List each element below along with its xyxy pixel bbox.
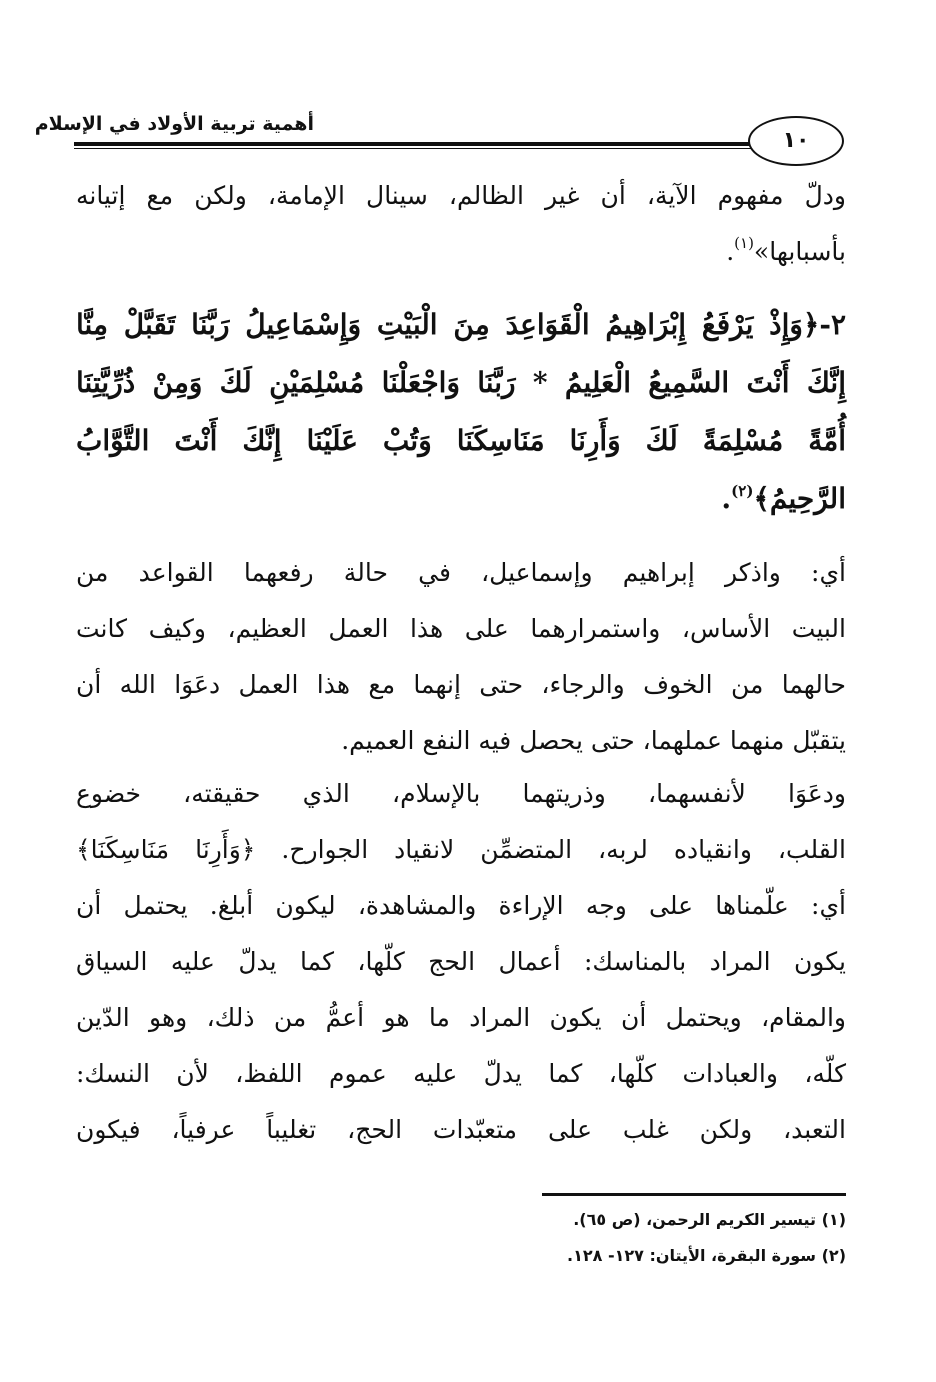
paragraph-1-line-1: أي: واذكر إبراهيم وإسماعيل، في حالة رفعهما القواعد من <box>76 558 846 587</box>
quran-line-1: ٢-﴿وَإِذْ يَرْفَعُ إِبْرَاهِيمُ الْقَوَاعِدَ مِنَ الْبَيْتِ وَإِسْمَاعِيلُ رَبَّنَا تَقَبَّلْ مِنَّا <box>76 308 846 341</box>
header-rule-thin <box>74 148 782 149</box>
footnote-separator <box>542 1193 846 1196</box>
quran-line-4-end: . <box>721 482 732 515</box>
footnote-ref-2: (٢) <box>731 482 754 500</box>
quran-line-4 <box>76 470 846 528</box>
intro-line-2 <box>76 224 846 280</box>
quran-line-2: إِنَّكَ أَنْتَ السَّمِيعُ الْعَلِيمُ * رَبَّنَا وَاجْعَلْنَا مُسْلِمَيْنِ لَكَ وَمِنْ ذُرِّيَّتِنَا <box>76 366 846 399</box>
intro-line-1: ودلّ مفهوم الآية، أن غير الظالم، سينال الإمامة، ولكن مع إتيانه <box>76 181 846 210</box>
paragraph-2-line-2: القلب، وانقياده لربه، المتضمِّن لانقياد الجوارح. ﴿وَأَرِنَا مَنَاسِكَنَا﴾ <box>76 835 846 864</box>
paragraph-1-line-2: البيت الأساس، واستمرارهما على هذا العمل العظيم، وكيف كانت <box>76 614 846 643</box>
quran-line-3: أُمَّةً مُسْلِمَةً لَكَ وَأَرِنَا مَنَاسِكَنَا وَتُبْ عَلَيْنَا إِنَّكَ أَنْتَ التَّوَّابُ <box>76 424 846 457</box>
paragraph-2-line-4: يكون المراد بالمناسك: أعمال الحج كلّها، كما يدلّ عليه السياق <box>76 947 846 976</box>
page-number-oval <box>748 116 844 166</box>
quran-line-4-text: الرَّحِيمُ﴾ <box>753 482 846 515</box>
running-title: أهمية تربية الأولاد في الإسلام <box>34 113 314 135</box>
paragraph-2-line-3: أي: علّمناها على وجه الإراءة والمشاهدة، ليكون أبلغ. يحتمل أن <box>76 891 846 920</box>
page-number: ١٠ <box>782 128 810 153</box>
paragraph-2-line-1: ودعَوَا لأنفسهما، وذريتهما بالإسلام، الذي حقيقته، خضوع <box>76 779 846 808</box>
paragraph-1-line-3: حالهما من الخوف والرجاء، حتى إنهما مع هذا العمل دعَوَا الله أن <box>76 670 846 699</box>
paragraph-2 <box>76 766 846 1158</box>
paragraph-1 <box>76 545 846 769</box>
footnotes <box>440 1202 846 1274</box>
quran-verse-block <box>76 296 846 528</box>
intro-line-2-end: . <box>726 237 735 266</box>
intro-line-2-text: بأسبابها» <box>753 237 846 266</box>
footnote-2: (٢) سورة البقرة، الأيتان: ١٢٧- ١٢٨. <box>567 1246 846 1265</box>
header-rule-thick <box>74 142 782 146</box>
paragraph-2-line-7: التعبد، ولكن غلب على متعبّدات الحج، تغليباً عرفياً، فيكون <box>76 1115 846 1144</box>
footnote-ref-1: (١) <box>734 234 754 252</box>
intro-block <box>76 168 846 280</box>
paragraph-2-line-5: والمقام، ويحتمل أن يكون المراد ما هو أعمُّ من ذلك، وهو الدّين <box>76 1003 846 1032</box>
paragraph-1-line-4: يتقبّل منهما عملهما، حتى يحصل فيه النفع العميم. <box>341 726 846 755</box>
footnote-1: (١) تيسير الكريم الرحمن، (ص ٦٥). <box>573 1210 846 1229</box>
paragraph-2-line-6: كلّه، والعبادات كلّها، كما يدلّ عليه عموم اللفظ، لأن النسك: <box>76 1059 846 1088</box>
